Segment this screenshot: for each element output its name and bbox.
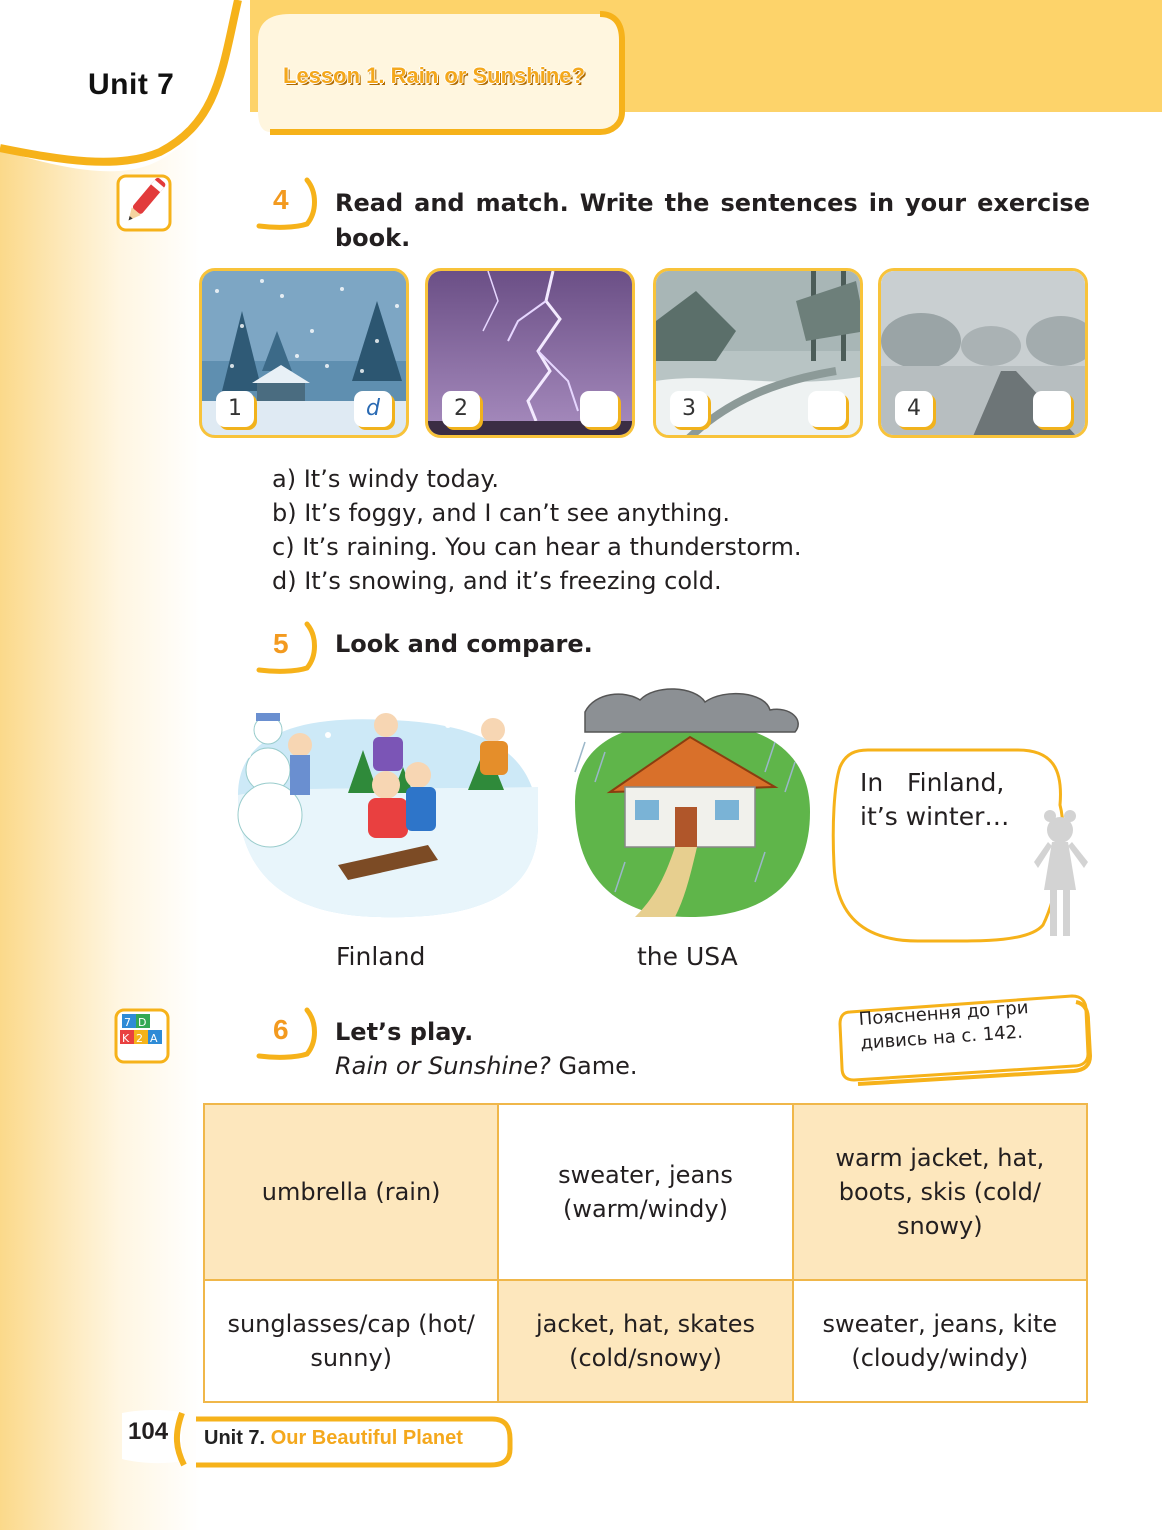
finland-winter-picture: [228, 695, 546, 925]
photo-2-answer[interactable]: [580, 391, 618, 427]
footer-unit-name: Our Beautiful Planet: [270, 1427, 463, 1449]
exercise-5-number: 5: [273, 628, 289, 659]
note-line-2: дивись на с. 142.: [859, 1021, 1024, 1054]
photo-snowfall: [199, 268, 409, 438]
photo-1-number: 1: [216, 391, 254, 427]
lesson-title: Lesson 1. Rain or Sunshine?: [283, 63, 585, 88]
game-table: [203, 1103, 1088, 1403]
photo-4-answer[interactable]: [1033, 391, 1071, 427]
pencil-icon: [112, 168, 174, 234]
sentence-b: b) It’s foggy, and I can’t see anything.: [272, 499, 730, 527]
bubble-line-1: In Finland,: [860, 768, 1005, 797]
sentence-d: d) It’s snowing, and it’s freezing cold.: [272, 567, 722, 595]
bubble-line-2: it’s winter…: [860, 802, 1010, 831]
svg-text:K: K: [122, 1032, 130, 1045]
table-cell: sweater, jeans (warm/windy): [498, 1104, 792, 1280]
svg-text:D: D: [138, 1016, 147, 1029]
caption-finland: Finland: [336, 942, 426, 971]
table-row: [204, 1280, 1087, 1402]
exercise-6-bracket: [255, 1006, 325, 1062]
photo-3-answer[interactable]: [808, 391, 846, 427]
girl-silhouette-icon: [1030, 810, 1092, 942]
table-cell: sweater, jeans, kite (cloudy/windy): [793, 1280, 1087, 1402]
footer-unit-prefix: Unit 7.: [204, 1427, 266, 1449]
page-number: 104: [128, 1418, 169, 1445]
sentence-a: a) It’s windy today.: [272, 465, 499, 493]
sentence-c: c) It’s raining. You can hear a thunderstorm.: [272, 533, 802, 561]
exercise-6-instruction: Let’s play.: [335, 1018, 474, 1046]
svg-text:2: 2: [136, 1032, 143, 1045]
exercise-5-bracket: [255, 620, 325, 676]
photo-fog: [878, 268, 1088, 438]
photo-wind: [653, 268, 863, 438]
photo-1-answer: d: [354, 391, 392, 427]
table-cell: sunglasses/cap (hot/ sunny): [204, 1280, 498, 1402]
caption-usa: the USA: [637, 942, 738, 971]
exercise-4-number: 4: [273, 184, 289, 215]
exercise-5-instruction: Look and compare.: [335, 630, 593, 658]
unit-title: Unit 7: [88, 68, 175, 101]
exercise-4-bracket: [255, 176, 325, 232]
usa-rain-picture: [565, 682, 815, 927]
table-cell: umbrella (rain): [204, 1104, 498, 1280]
photo-3-number: 3: [670, 391, 708, 427]
exercise-4-instruction: Read and match. Write the sentences in your exercise book.: [335, 189, 1090, 252]
table-row: [204, 1104, 1087, 1280]
blocks-icon: [110, 1006, 172, 1066]
exercise-6-subtitle: [335, 1052, 638, 1080]
svg-text:7: 7: [124, 1016, 131, 1029]
table-cell: jacket, hat, skates (cold/snowy): [498, 1280, 792, 1402]
game-label: Game.: [550, 1052, 638, 1080]
footer-unit-title: [204, 1427, 463, 1450]
exercise-6-number: 6: [273, 1014, 289, 1045]
table-cell: warm jacket, hat, boots, skis (cold/ snowy): [793, 1104, 1087, 1280]
speech-bubble-text: [860, 766, 1009, 834]
sentence-list: [272, 462, 801, 598]
photo-4-number: 4: [895, 391, 933, 427]
note-line-1: Пояснення до гри: [858, 997, 1030, 1030]
game-name: Rain or Sunshine?: [335, 1052, 551, 1080]
svg-text:A: A: [150, 1032, 158, 1045]
photo-2-number: 2: [442, 391, 480, 427]
photo-lightning: [425, 268, 635, 438]
